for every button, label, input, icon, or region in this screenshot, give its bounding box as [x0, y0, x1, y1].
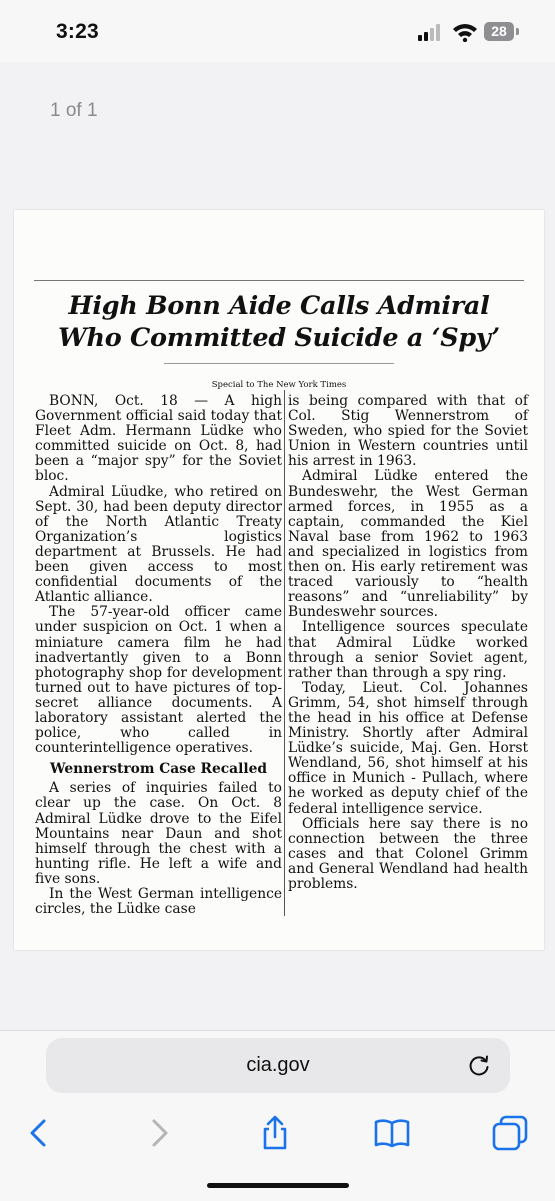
home-indicator [207, 1183, 349, 1188]
browser-toolbar [0, 1113, 555, 1161]
battery-icon: 28 [484, 22, 514, 41]
headline-rule [164, 363, 394, 364]
bookmarks-icon[interactable] [372, 1113, 412, 1153]
headline-line-1: High Bonn Aide Calls Admiral [68, 291, 490, 321]
battery-tip [516, 28, 519, 35]
forward-icon[interactable] [138, 1113, 178, 1153]
paragraph: The 57-year-old officer came under suspicion on Oct. 1 when a miniature camera film he had inadvertantly given to a Bonn photography shop for development turned out to have pictures of top-secret alliance documents. A laboratory assistant alerted the police, who called in counterintelligence operatives. [35, 604, 282, 757]
headline [32, 290, 526, 354]
paragraph: Intelligence sources speculate that Admiral Lüdke worked through a senior Soviet agent, rather than through a spy ring. [288, 619, 528, 681]
back-icon[interactable] [20, 1113, 60, 1153]
signal-icon [418, 23, 442, 41]
page-indicator: 1 of 1 [50, 100, 98, 121]
article-column-left [35, 394, 282, 917]
paragraph: is being compared with that of Col. Stig Wennerstrom of Sweden, who spied for the Soviet Union in Western countries until his arrest in 1963. [288, 393, 528, 470]
status-bar [0, 0, 555, 62]
address-text[interactable]: cia.gov [246, 1054, 310, 1076]
paragraph: Today, Lieut. Col. Johannes Grimm, 54, shot himself through the head in his office at Defense Ministry. Shortly after Admiral Lüdke’s suicide, Maj. Gen. Horst Wendland, 56, shot himself at his office in Munich - Pullach, where he worked as deputy chief of the federal intelligence service. [288, 679, 528, 817]
address-bar[interactable] [46, 1038, 510, 1093]
top-rule [34, 280, 524, 281]
column-divider [284, 390, 285, 916]
tabs-icon[interactable] [490, 1113, 530, 1153]
paragraph: Officials here say there is no connection between the three cases and that Colonel Grimm and General Wendland had health problems. [288, 815, 528, 892]
newspaper-clipping [14, 210, 544, 950]
paragraph: BONN, Oct. 18 — A high Government official said today that Fleet Adm. Hermann Lüdke who committed suicide on Oct. 8, had been a “major spy” for the Soviet bloc. [35, 393, 282, 485]
headline-line-2: Who Committed Suicide a ‘Spy’ [58, 323, 500, 353]
wifi-icon [452, 22, 478, 42]
paragraph: A series of inquiries failed to clear up the case. On Oct. 8 Admiral Lüdke drove to the Eifel Mountains near Daun and shot himself through the chest with a hunting rifle. He left a wife and five sons. [35, 780, 282, 887]
browser-bottom-bar [0, 1030, 555, 1201]
reload-icon[interactable] [466, 1052, 492, 1078]
subhead: Wennerstrom Case Recalled [49, 761, 268, 778]
paragraph: In the West German intelligence circles, the Lüdke case [35, 886, 282, 918]
paragraph: Admiral Lüudke, who retired on Sept. 30, had been deputy director of the North Atlantic Treaty Organization’s logistics department at Brussels. He had been given access to most confidential documents of the Atlantic alliance. [35, 483, 282, 606]
status-time: 3:23 [56, 20, 99, 43]
document-viewer[interactable] [0, 62, 555, 1030]
status-icons [418, 20, 528, 46]
share-icon[interactable] [255, 1113, 295, 1153]
dateline: Special to The New York Times [211, 380, 347, 390]
article-column-right [288, 394, 528, 892]
paragraph: Admiral Lüdke entered the Bundeswehr, the West German armed forces, in 1955 as a captain, commanded the Kiel Naval base from 1962 to 1963 and specialized in logistics from then on. His early retirement was traced variously to “health reasons” and “unreliability” by Bundeswehr sources. [288, 468, 528, 621]
